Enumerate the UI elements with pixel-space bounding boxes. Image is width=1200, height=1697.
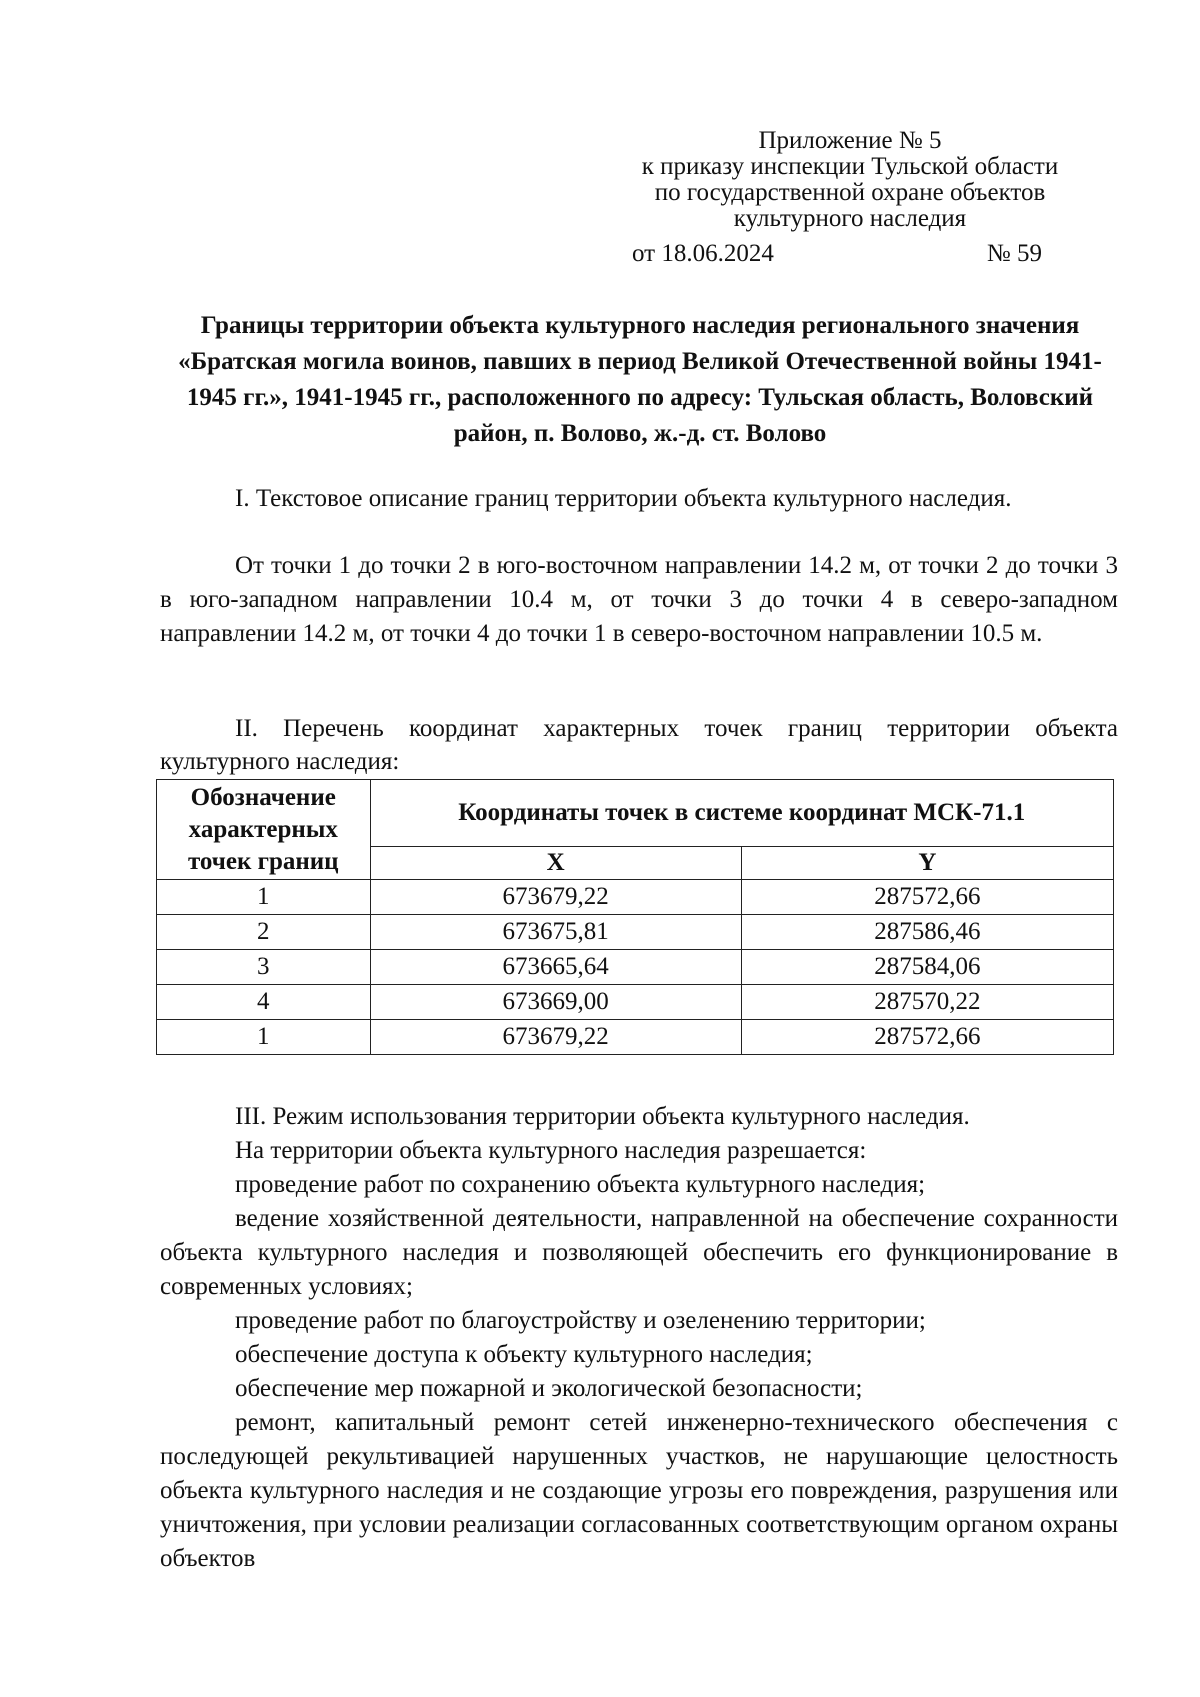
cell-x: 673679,22 <box>370 1020 741 1055</box>
permitted-item: ремонт, капитальный ремонт сетей инженерно-технического обеспечения с последующей рекультивацией нарушенных участков, не нарушающие целостность объекта культурного наследия и не создающие угрозы его повреждения, разрушения или уничтожения, при условии реализации согласованных соответствующим органом охраны объектов <box>160 1409 1118 1572</box>
order-number: № 59 <box>986 240 1042 267</box>
cell-point: 3 <box>157 950 371 985</box>
cell-x: 673679,22 <box>370 880 741 915</box>
permitted-item: проведение работ по благоустройству и озеленению территории; <box>235 1307 926 1334</box>
cell-y: 287572,66 <box>741 1020 1113 1055</box>
cell-x: 673675,81 <box>370 915 741 950</box>
appendix-order-ref: к приказу инспекции Тульской области <box>641 153 1059 180</box>
permitted-item: ведение хозяйственной деятельности, направленной на обеспечение сохранности объекта культурного наследия и позволяющей обеспечить его функционирование в современных условиях; <box>160 1205 1118 1300</box>
permitted-item: обеспечение доступа к объекту культурного наследия; <box>235 1341 813 1368</box>
order-date: от 18.06.2024 <box>632 240 774 267</box>
section-1-heading: I. Текстовое описание границ территории объекта культурного наследия. <box>235 485 1012 512</box>
section-2-heading: II. Перечень координат характерных точек границ территории объекта культурного наследия: <box>160 715 1118 775</box>
cell-point: 2 <box>157 915 371 950</box>
document-title: Границы территории объекта культурного наследия регионального значения «Братская могила воинов, павших в период Великой Отечественной войны 1941-1945 гг.», 1941-1945 гг., расположенного по адресу: Тульская область, Воловский район, п. Волово, ж.-д. ст. Волово <box>178 312 1102 447</box>
cell-point: 1 <box>157 1020 371 1055</box>
table-row <box>157 880 1114 915</box>
section-3-heading: III. Режим использования территории объекта культурного наследия. <box>235 1103 970 1130</box>
appendix-authority: по государственной охране объектов <box>654 179 1046 206</box>
appendix-header <box>600 128 1100 232</box>
header-x: X <box>370 847 741 880</box>
table-row <box>157 985 1114 1020</box>
cell-y: 287570,22 <box>741 985 1113 1020</box>
table-row <box>157 915 1114 950</box>
permitted-item: проведение работ по сохранению объекта культурного наследия; <box>235 1171 926 1198</box>
section-3-intro: На территории объекта культурного наследия разрешается: <box>235 1137 867 1164</box>
header-point: Обозначение характерных точек границ <box>157 780 371 880</box>
table-header-row <box>157 780 1114 847</box>
appendix-number: Приложение № 5 <box>758 127 942 154</box>
appendix-authority-cont: культурного наследия <box>733 205 967 232</box>
cell-x: 673665,64 <box>370 950 741 985</box>
cell-x: 673669,00 <box>370 985 741 1020</box>
permitted-item: обеспечение мер пожарной и экологической безопасности; <box>235 1375 863 1402</box>
cell-point: 4 <box>157 985 371 1020</box>
header-coords: Координаты точек в системе координат МСК-71.1 <box>370 780 1113 847</box>
cell-point: 1 <box>157 880 371 915</box>
table-row <box>157 950 1114 985</box>
section-1-text: От точки 1 до точки 2 в юго-восточном направлении 14.2 м, от точки 2 до точки 3 в юго-западном направлении 10.4 м, от точки 3 до точки 4 в северо-западном направлении 14.2 м, от точки 4 до точки 1 в северо-восточном направлении 10.5 м. <box>160 552 1118 647</box>
header-y: Y <box>741 847 1113 880</box>
coordinates-table <box>156 779 1114 1055</box>
cell-y: 287572,66 <box>741 880 1113 915</box>
cell-y: 287584,06 <box>741 950 1113 985</box>
order-date-line <box>632 240 1042 268</box>
cell-y: 287586,46 <box>741 915 1113 950</box>
table-row <box>157 1020 1114 1055</box>
